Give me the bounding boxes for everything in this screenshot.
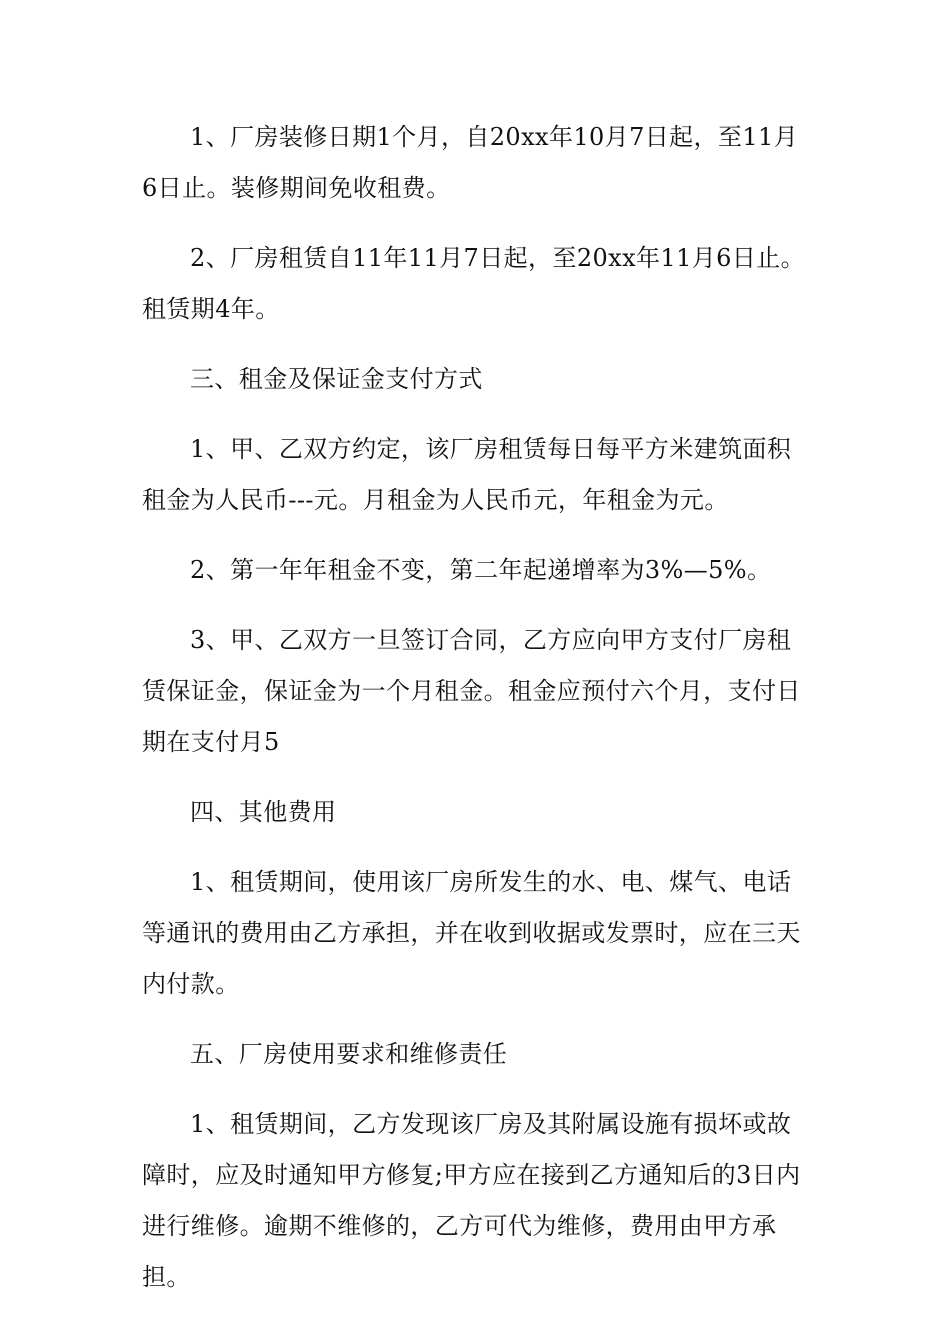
section-heading-rent-deposit: 三、租金及保证金支付方式 (190, 365, 483, 393)
paragraph-rent-amount: 1、甲、乙双方约定，该厂房租赁每日每平方米建筑面积租金为人民币---元。月租金为人民币元，年租金为元。 (142, 435, 792, 514)
section-heading-other-fees: 四、其他费用 (190, 798, 337, 826)
paragraph-deposit-payment: 3、甲、乙双方一旦签订合同，乙方应向甲方支付厂房租赁保证金，保证金为一个月租金。租金应预付六个月，支付日期在支付月5 (142, 626, 801, 756)
paragraph-repair-responsibility: 1、租赁期间，乙方发现该厂房及其附属设施有损坏或故障时，应及时通知甲方修复;甲方应在接到乙方通知后的3日内进行维修。逾期不维修的，乙方可代为维修，费用由甲方承担。 (142, 1110, 801, 1291)
paragraph-lease-period: 2、厂房租赁自11年11月7日起，至20xx年11月6日止。租赁期4年。 (142, 244, 806, 323)
section-heading-use-maintenance: 五、厂房使用要求和维修责任 (190, 1040, 508, 1068)
paragraph-rent-increase: 2、第一年年租金不变，第二年起递增率为3%—5%。 (190, 556, 772, 584)
paragraph-utilities: 1、租赁期间，使用该厂房所发生的水、电、煤气、电话等通讯的费用由乙方承担，并在收到收据或发票时，应在三天内付款。 (142, 868, 801, 998)
paragraph-renovation-period: 1、厂房装修日期1个月，自20xx年10月7日起，至11月6日止。装修期间免收租费。 (142, 123, 799, 202)
document-body (142, 112, 808, 1291)
